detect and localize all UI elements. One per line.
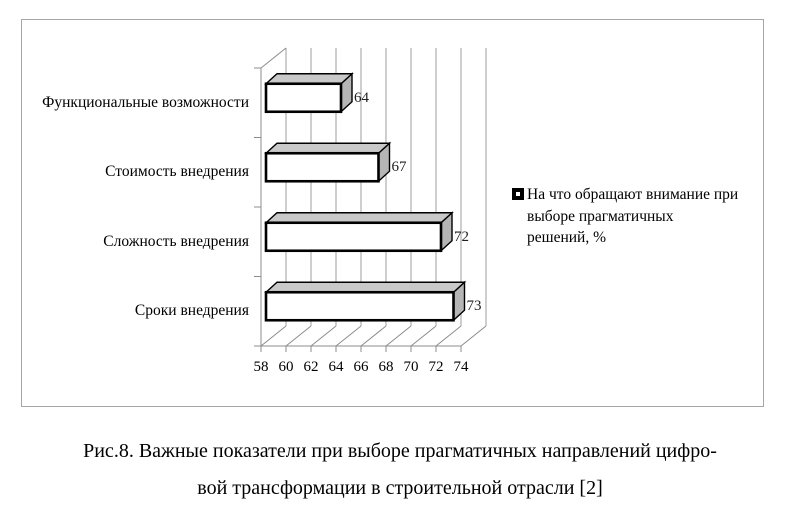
bar-front-face (266, 292, 454, 320)
x-axis-tick-label: 60 (278, 359, 294, 375)
bar-front-face (266, 84, 341, 112)
legend-series-marker-icon (512, 188, 524, 200)
bar-value-label: 72 (454, 228, 469, 245)
legend-line-2: выборе прагматичных (527, 207, 674, 225)
category-label: Сроки внедрения (134, 302, 249, 320)
floor-edge-line (411, 326, 436, 346)
bar-front-face (266, 223, 441, 251)
figure-caption-line-2: вой трансформации в строительной отрасли [2] (197, 477, 603, 499)
bar-top-face (266, 282, 465, 292)
bar-top-face (266, 143, 390, 153)
bar-value-label: 67 (391, 159, 407, 176)
floor-edge-line (436, 326, 461, 346)
category-label: Сложность внедрения (103, 232, 249, 250)
legend (512, 184, 752, 249)
x-axis-tick-label: 58 (253, 359, 269, 375)
figure-caption (0, 433, 800, 507)
floor-edge-line (361, 326, 386, 346)
bar-top-face (266, 213, 452, 223)
figure-caption-line-1: Рис.8. Важные показатели при выборе прагматичных направлений цифро- (83, 440, 717, 462)
bar-value-label: 73 (466, 298, 482, 315)
x-axis-tick-label: 66 (353, 359, 369, 375)
floor-edge-line (261, 326, 286, 346)
floor-edge-line (286, 326, 311, 346)
bar-front-face (266, 153, 379, 181)
floor-edge-line (336, 326, 361, 346)
x-axis-tick-label: 68 (378, 359, 394, 375)
floor-edge-line (311, 326, 336, 346)
wall-top-edge (261, 48, 286, 68)
x-axis-tick-label: 74 (453, 359, 469, 375)
bar-value-label: 64 (354, 89, 369, 106)
legend-line-3: решений, % (527, 229, 606, 246)
x-axis-tick-label: 72 (428, 359, 444, 375)
x-axis-tick-label: 64 (328, 359, 344, 375)
x-axis-tick-label: 62 (303, 359, 319, 375)
x-axis-tick-label: 70 (403, 359, 419, 375)
category-label: Стоимость внедрения (105, 163, 249, 181)
legend-line-1: На что обращают внимание при (527, 186, 739, 203)
category-label: Функциональные возможности (42, 93, 249, 111)
legend-series-label (527, 184, 752, 249)
legend-series-marker-inner (516, 192, 520, 196)
bar-top-face (266, 74, 352, 84)
floor-edge-line (386, 326, 411, 346)
floor-edge-line (461, 326, 486, 346)
